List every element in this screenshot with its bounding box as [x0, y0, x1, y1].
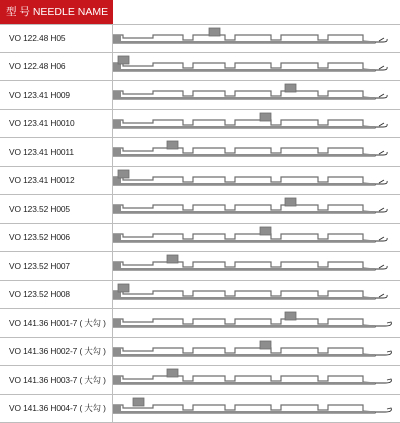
needle-name: VO 123.41 H0011 — [0, 138, 113, 166]
needle-hook — [375, 38, 387, 42]
needle-shape — [113, 224, 400, 251]
needle-butt — [285, 84, 296, 92]
needle-butt — [209, 28, 220, 36]
column-header-needle-name: 型 号 NEEDLE NAME — [0, 0, 113, 24]
needle-hook — [375, 351, 391, 355]
needle-illustration — [113, 224, 400, 252]
needle-illustration — [113, 167, 400, 195]
needle-name: VO 141.36 H003-7 ( 大勾 ) — [0, 366, 113, 394]
needle-butt — [260, 113, 271, 121]
needle-stem — [113, 376, 121, 384]
needle-shape — [113, 309, 400, 336]
needle-shape — [113, 53, 400, 80]
needle-row — [0, 53, 400, 82]
needle-shank — [113, 211, 375, 213]
needle-illustration — [113, 53, 400, 81]
needle-illustration — [113, 309, 400, 337]
needle-shank — [113, 354, 375, 356]
needle-hook — [375, 294, 387, 298]
needle-illustration — [113, 281, 400, 309]
needle-shape — [113, 81, 400, 108]
needle-illustration — [113, 138, 400, 166]
needle-row — [0, 366, 400, 395]
needle-row — [0, 110, 400, 139]
needle-hook — [375, 94, 387, 98]
needle-butt — [118, 56, 129, 64]
needle-illustration — [113, 195, 400, 223]
needle-butt — [285, 198, 296, 206]
needle-shank — [113, 268, 375, 270]
needle-name: VO 123.52 H007 — [0, 252, 113, 280]
needle-shank — [113, 126, 375, 128]
needle-butt — [260, 341, 271, 349]
needle-stem — [113, 120, 121, 128]
needle-illustration — [113, 81, 400, 109]
needle-name: VO 123.52 H006 — [0, 224, 113, 252]
needle-name: VO 141.36 H002-7 ( 大勾 ) — [0, 338, 113, 366]
needle-hook — [375, 123, 387, 127]
needle-shape — [113, 138, 400, 165]
needle-butt — [118, 284, 129, 292]
needle-name: VO 122.48 H06 — [0, 53, 113, 81]
needle-shank — [113, 183, 375, 185]
needle-illustration — [113, 110, 400, 138]
needle-shank — [113, 97, 375, 99]
needle-row — [0, 167, 400, 196]
needle-shape — [113, 338, 400, 365]
needle-row — [0, 81, 400, 110]
needle-shank — [113, 411, 375, 413]
needle-shank — [113, 382, 375, 384]
needle-hook — [375, 237, 387, 241]
needle-shank — [113, 69, 375, 71]
needle-row — [0, 224, 400, 253]
needle-name: VO 123.41 H0012 — [0, 167, 113, 195]
needle-shank — [113, 240, 375, 242]
needle-shape — [113, 366, 400, 393]
needle-stem — [113, 148, 121, 156]
needle-stem — [113, 35, 121, 43]
needle-row — [0, 309, 400, 338]
needle-butt — [167, 369, 178, 377]
needle-hook — [375, 208, 387, 212]
needle-row — [0, 338, 400, 367]
needle-shank — [113, 325, 375, 327]
needle-stem — [113, 405, 121, 413]
needle-row — [0, 281, 400, 310]
needle-name: VO 123.41 H0010 — [0, 110, 113, 138]
needle-butt — [133, 398, 144, 406]
needle-hook — [375, 322, 391, 326]
needle-stem — [113, 205, 121, 213]
needle-row — [0, 24, 400, 53]
needle-shape — [113, 395, 400, 422]
needle-stem — [113, 348, 121, 356]
needle-illustration — [113, 252, 400, 280]
needle-stem — [113, 262, 121, 270]
needle-name: VO 122.48 H05 — [0, 25, 113, 52]
needle-stem — [113, 319, 121, 327]
needle-shape — [113, 252, 400, 279]
needle-shank — [113, 154, 375, 156]
needle-hook — [375, 379, 391, 383]
needle-name: VO 123.41 H009 — [0, 81, 113, 109]
needle-stem — [113, 91, 121, 99]
needle-shape — [113, 281, 400, 308]
needle-stem — [113, 234, 121, 242]
needle-shape — [113, 167, 400, 194]
needle-illustration — [113, 338, 400, 366]
needle-hook — [375, 66, 387, 70]
needle-name: VO 141.36 H001-7 ( 大勾 ) — [0, 309, 113, 337]
needle-hook — [375, 180, 387, 184]
needle-name: VO 123.52 H005 — [0, 195, 113, 223]
needle-hook — [375, 151, 387, 155]
needle-shape — [113, 110, 400, 137]
needle-row — [0, 195, 400, 224]
needle-row — [0, 395, 400, 423]
needle-butt — [285, 312, 296, 320]
needle-shape — [113, 195, 400, 222]
needle-illustration — [113, 395, 400, 423]
needle-illustration — [113, 366, 400, 394]
needle-hook — [375, 408, 391, 412]
needle-illustration — [113, 25, 400, 52]
needle-shank — [113, 41, 375, 43]
needle-name: VO 141.36 H004-7 ( 大勾 ) — [0, 395, 113, 423]
needle-row — [0, 252, 400, 281]
needle-butt — [260, 227, 271, 235]
needle-butt — [118, 170, 129, 178]
needle-butt — [167, 255, 178, 263]
needle-butt — [167, 141, 178, 149]
needle-table — [0, 24, 400, 423]
needle-hook — [375, 265, 387, 269]
needle-row — [0, 138, 400, 167]
needle-shape — [113, 25, 400, 52]
needle-name: VO 123.52 H008 — [0, 281, 113, 309]
needle-shank — [113, 297, 375, 299]
